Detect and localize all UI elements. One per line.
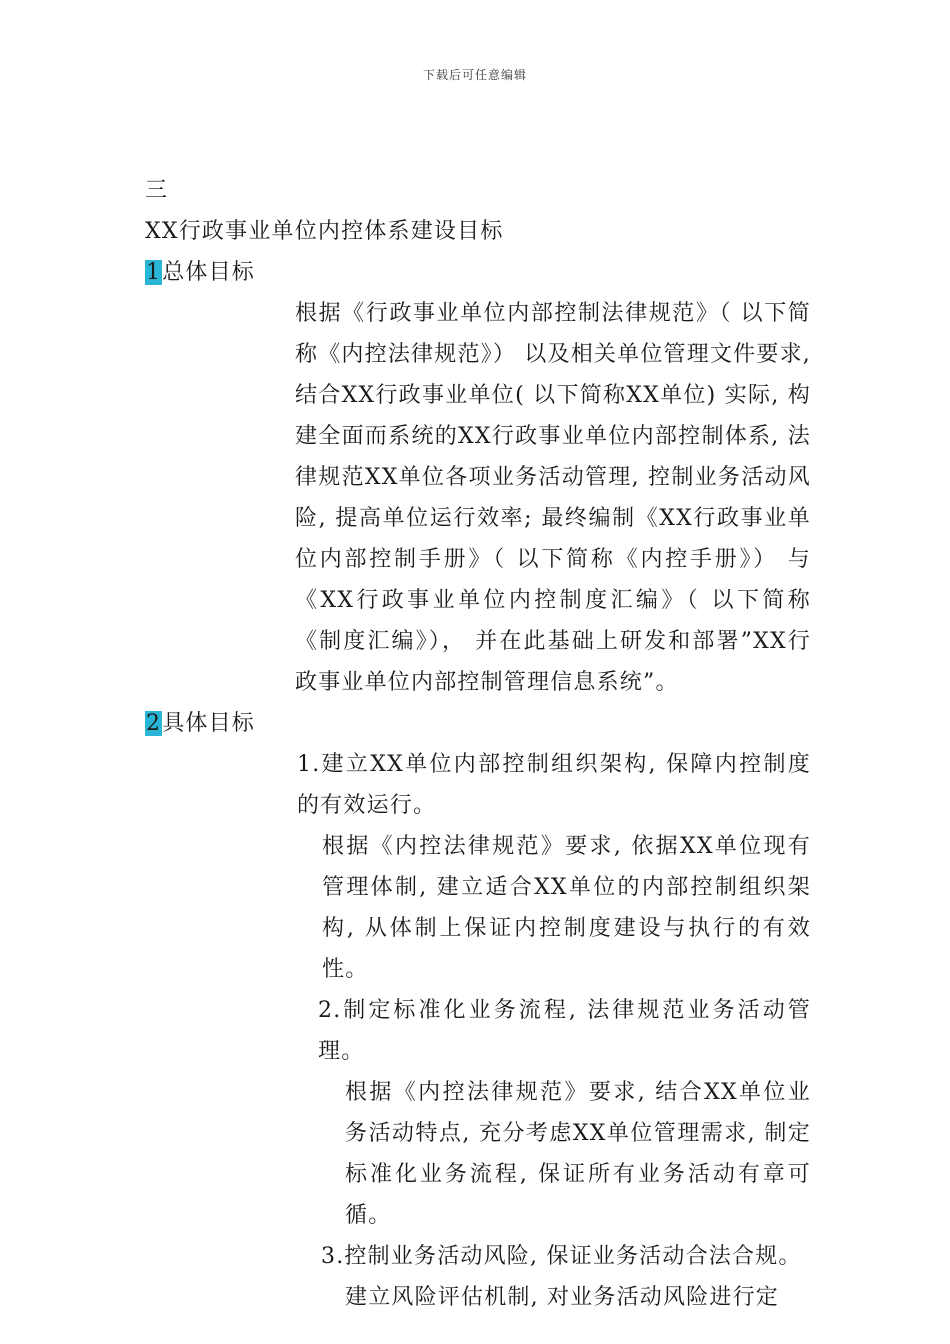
- heading-text: 具体目标: [162, 711, 256, 736]
- heading-number-highlight: 2: [146, 711, 162, 736]
- item-1-body: 根据《内控法律规范》要求, 依据XX单位现有管理体制, 建立适合XX单位的内部控制组织架构, 从体制上保证内控制度建设与执行的有效性。: [322, 834, 811, 982]
- paragraph-overall-goal: 根据《行政事业单位内部控制法律规范》（ 以下简称《内控法律规范》） 以及相关单位管理文件要求, 结合XX行政事业单位( 以下简称XX单位) 实际, 构建全面而系统的XX行政事业单位内部控制体系, 法律规范XX单位各项业务活动管理, 控制业务活动风险, 提高单位运行效率; 最终编制《XX行政事业单位内部控制手册》（ 以下简称《内控手册》） 与《XX行政事业单位内控制度汇编》（ 以下简称《制度汇编》）， 并在此基础上研发和部署”XX行政事业单位内部控制管理信息系统”。: [295, 301, 811, 695]
- heading-number-highlight: 1: [146, 260, 162, 285]
- item-3-body: 建立风险评估机制, 对业务活动风险进行定: [345, 1285, 779, 1310]
- section-title: XX行政事业单位内控体系建设目标: [145, 219, 504, 244]
- heading-overall-goal: [145, 252, 811, 293]
- heading-specific-goals: [145, 703, 811, 744]
- item-2-title: 2.制定标准化业务流程, 法律规范业务活动管理。: [318, 998, 811, 1064]
- heading-text: 总体目标: [162, 260, 256, 285]
- section-number: 三: [145, 178, 169, 203]
- item-1-title: 1.建立XX单位内部控制组织架构, 保障内控制度的有效运行。: [297, 752, 811, 818]
- document-body: [145, 170, 811, 1318]
- page-header: 下载后可任意编辑: [422, 68, 527, 82]
- item-2-body: 根据《内控法律规范》要求, 结合XX单位业务活动特点, 充分考虑XX单位管理需求, 制定标准化业务流程, 保证所有业务活动有章可循。: [345, 1080, 811, 1228]
- item-3-title: 3.控制业务活动风险, 保证业务活动合法合规。: [321, 1244, 802, 1269]
